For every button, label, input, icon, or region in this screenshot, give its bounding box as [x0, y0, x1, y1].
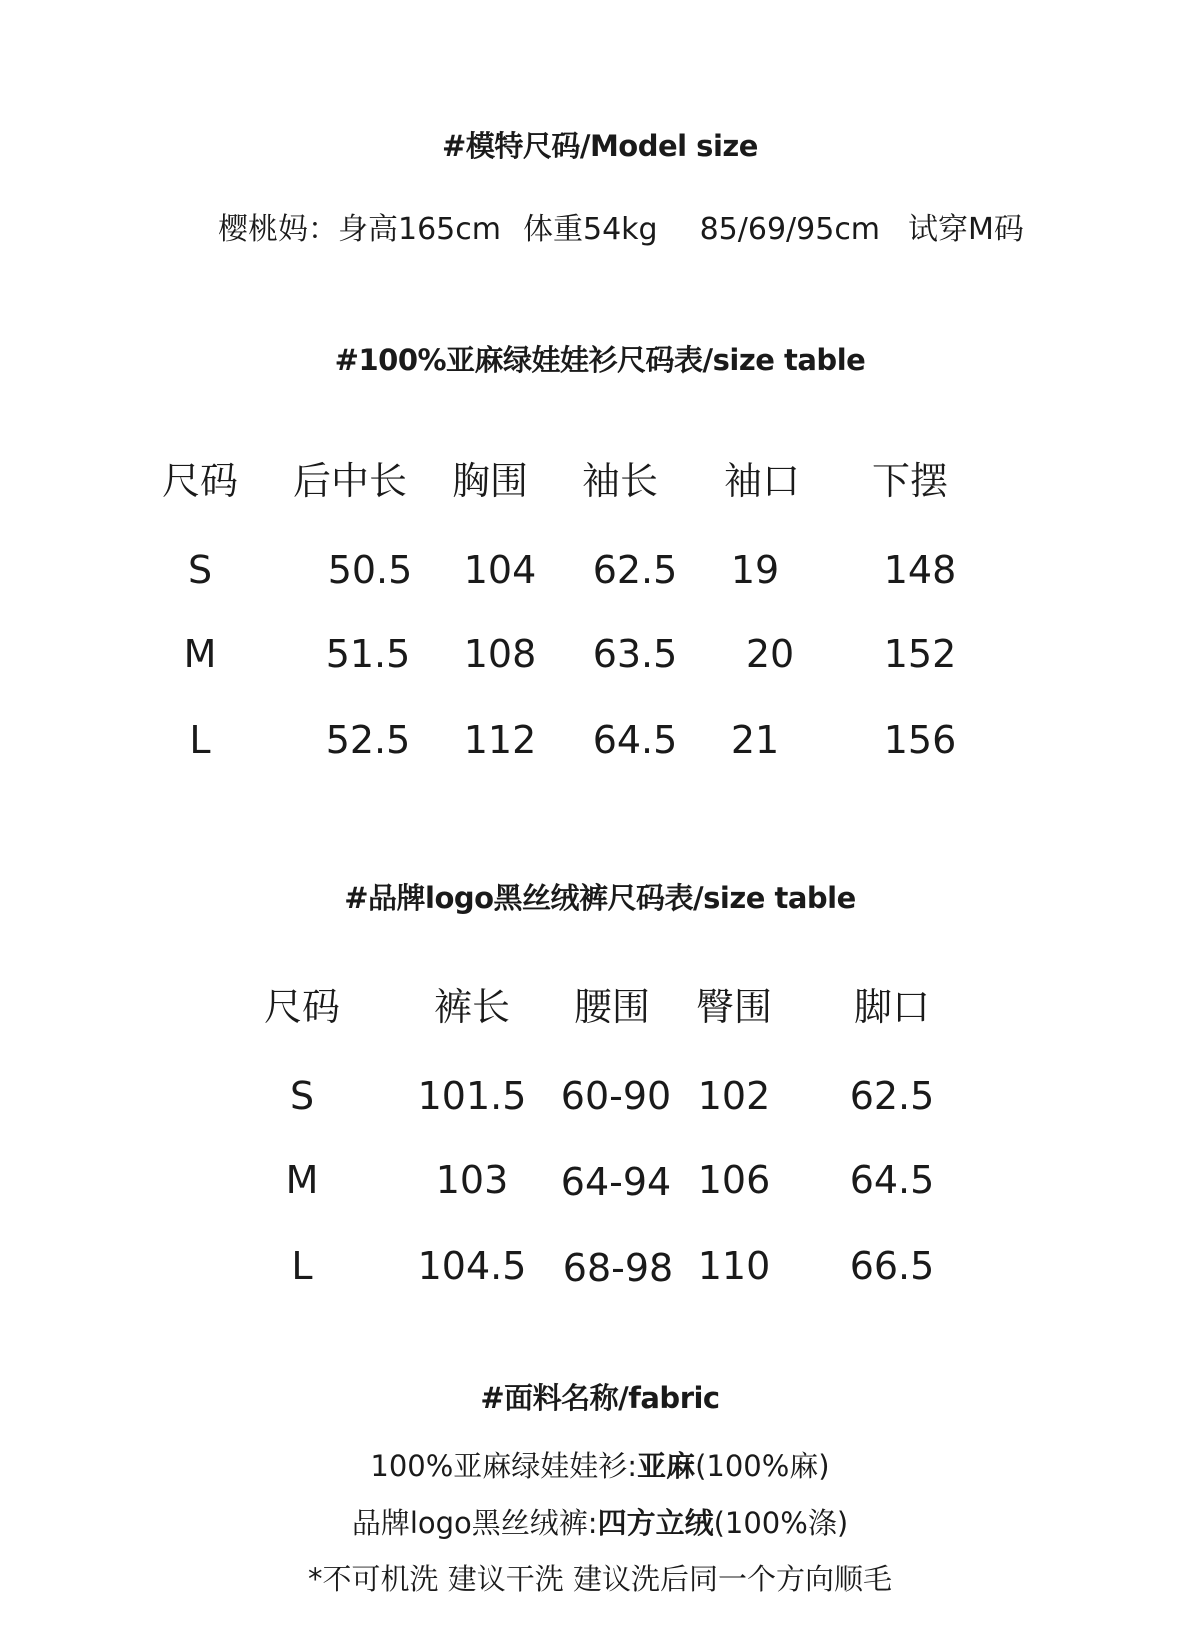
fabric-item: 品牌logo黑丝绒裤: [351, 1506, 598, 1540]
model-size-heading: #模特尺码/Model size [442, 129, 758, 163]
table-cell: 64-94 [560, 1160, 672, 1204]
table-cell: 64.5 [592, 718, 678, 762]
shirt-header-cell: 后中长 [292, 459, 408, 503]
table-cell: M [183, 632, 217, 676]
table-cell: 50.5 [327, 548, 413, 592]
table-cell: L [291, 1244, 313, 1288]
table-cell: S [187, 548, 213, 592]
fabric-material: 四方立绒 [597, 1506, 714, 1540]
table-cell: 21 [730, 718, 780, 762]
shirt-header-cell: 袖长 [581, 459, 659, 503]
shirt-header-cell: 袖口 [723, 459, 801, 503]
pants-header-cell: 裤长 [433, 985, 511, 1029]
model-tried-size: 试穿M码 [908, 212, 1024, 247]
table-cell: 101.5 [417, 1074, 527, 1118]
model-measurements: 85/69/95cm [699, 212, 881, 247]
table-cell: 110 [697, 1244, 771, 1288]
shirt-table-heading: #100%亚麻绿娃娃衫尺码表/size table [334, 343, 866, 377]
table-cell: 102 [697, 1074, 771, 1118]
table-cell: 148 [883, 548, 957, 592]
fabric-item: 100%亚麻绿娃娃衫: [370, 1449, 638, 1483]
table-cell: M [285, 1158, 319, 1202]
pants-header-cell: 尺码 [263, 985, 341, 1029]
fabric-composition: (100%麻) [695, 1449, 830, 1483]
table-cell: 152 [883, 632, 957, 676]
model-height: 身高165cm [338, 212, 501, 247]
shirt-header-cell: 尺码 [161, 459, 239, 503]
fabric-heading: #面料名称/fabric [480, 1381, 720, 1415]
pants-table-heading: #品牌logo黑丝绒裤尺码表/size table [344, 881, 856, 915]
table-cell: 66.5 [849, 1244, 935, 1288]
table-cell: 104.5 [417, 1244, 527, 1288]
table-cell: 19 [730, 548, 780, 592]
table-cell: 106 [697, 1158, 771, 1202]
fabric-line-shirt [0, 1444, 1200, 1485]
table-cell: 103 [435, 1158, 509, 1202]
fabric-line-pants [0, 1501, 1200, 1542]
shirt-header-cell: 下摆 [871, 459, 949, 503]
table-cell: 68-98 [562, 1246, 674, 1290]
table-cell: 51.5 [325, 632, 411, 676]
pants-header-cell: 臀围 [695, 985, 773, 1029]
table-cell: 64.5 [849, 1158, 935, 1202]
shirt-header-cell: 胸围 [451, 459, 529, 503]
fabric-composition: (100%涤) [713, 1506, 849, 1540]
table-cell: 62.5 [849, 1074, 935, 1118]
model-info [218, 204, 1024, 248]
table-cell: S [289, 1074, 315, 1118]
table-cell: 52.5 [325, 718, 411, 762]
care-instructions: *不可机洗 建议干洗 建议洗后同一个方向顺毛 [308, 1562, 892, 1596]
table-cell: 20 [745, 632, 795, 676]
model-name: 樱桃妈： [218, 212, 338, 247]
table-cell: 112 [463, 718, 537, 762]
table-cell: L [189, 718, 211, 762]
table-cell: 60-90 [560, 1074, 672, 1118]
pants-header-cell: 腰围 [573, 985, 651, 1029]
pants-header-cell: 脚口 [853, 985, 931, 1029]
table-cell: 156 [883, 718, 957, 762]
table-cell: 63.5 [592, 632, 678, 676]
table-cell: 62.5 [592, 548, 678, 592]
fabric-material: 亚麻 [637, 1449, 696, 1483]
model-weight: 体重54kg [522, 212, 658, 247]
table-cell: 104 [463, 548, 537, 592]
table-cell: 108 [463, 632, 537, 676]
